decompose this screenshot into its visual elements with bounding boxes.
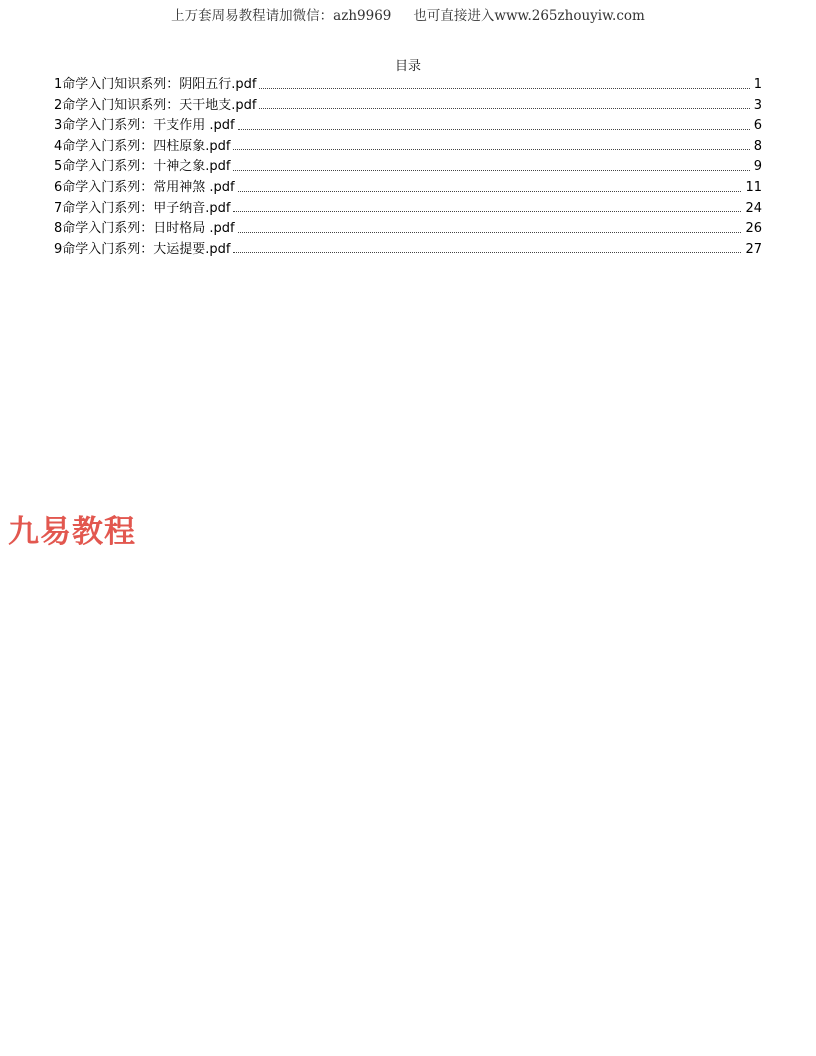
toc-title: 目录 (394, 59, 421, 74)
toc-entry-title: 7命学入门系列：甲子纳音.pdf (54, 199, 233, 220)
toc-leader-dots (233, 170, 749, 171)
toc-entry-title: 1命学入门知识系列：阴阳五行.pdf (54, 75, 259, 96)
toc-entry-page: 11 (745, 179, 762, 195)
toc-entry-page: 27 (745, 241, 762, 257)
toc-entry[interactable] (54, 199, 762, 220)
toc-entry[interactable] (54, 137, 762, 158)
toc-entry[interactable] (54, 116, 762, 137)
header-banner (0, 4, 816, 24)
toc-entry[interactable] (54, 96, 762, 117)
toc-entry-title: 4命学入门系列：四柱原象.pdf (54, 137, 233, 158)
toc-entry[interactable] (54, 75, 762, 96)
toc-entry-page: 3 (753, 97, 762, 113)
toc-entry-title: 8命学入门系列：日时格局 .pdf (54, 219, 238, 240)
toc-entry-page: 26 (745, 221, 762, 237)
toc-leader-dots (233, 211, 741, 212)
toc-leader-dots (238, 232, 742, 233)
header-website-text: 也可直接进入www.265zhouyiw.com (413, 8, 645, 24)
toc-entry-title: 9命学入门系列：大运提要.pdf (54, 240, 233, 261)
toc-leader-dots (259, 88, 749, 89)
toc-entry-title: 5命学入门系列：十神之象.pdf (54, 157, 233, 178)
toc-entry-page: 1 (753, 77, 762, 92)
toc-entry-page: 9 (753, 159, 762, 175)
watermark-logo-text: 九易教程 (8, 514, 136, 550)
toc-entry[interactable] (54, 157, 762, 178)
header-wechat-text: 上万套周易教程请加微信：azh9969 (171, 8, 392, 24)
toc-list (54, 75, 762, 260)
toc-leader-dots (233, 149, 749, 150)
toc-entry-title: 6命学入门系列：常用神煞 .pdf (54, 178, 238, 199)
toc-entry-page: 6 (753, 118, 762, 134)
toc-leader-dots (259, 108, 749, 109)
toc-leader-dots (233, 252, 741, 253)
toc-leader-dots (238, 191, 742, 192)
toc-entry[interactable] (54, 240, 762, 261)
toc-entry-page: 8 (753, 138, 762, 154)
toc-entry[interactable] (54, 219, 762, 240)
toc-entry-title: 3命学入门系列：干支作用 .pdf (54, 116, 238, 137)
toc-entry-page: 24 (745, 200, 762, 216)
toc-leader-dots (238, 129, 750, 130)
toc-entry-title: 2命学入门知识系列：天干地支.pdf (54, 96, 259, 117)
toc-entry[interactable] (54, 178, 762, 199)
